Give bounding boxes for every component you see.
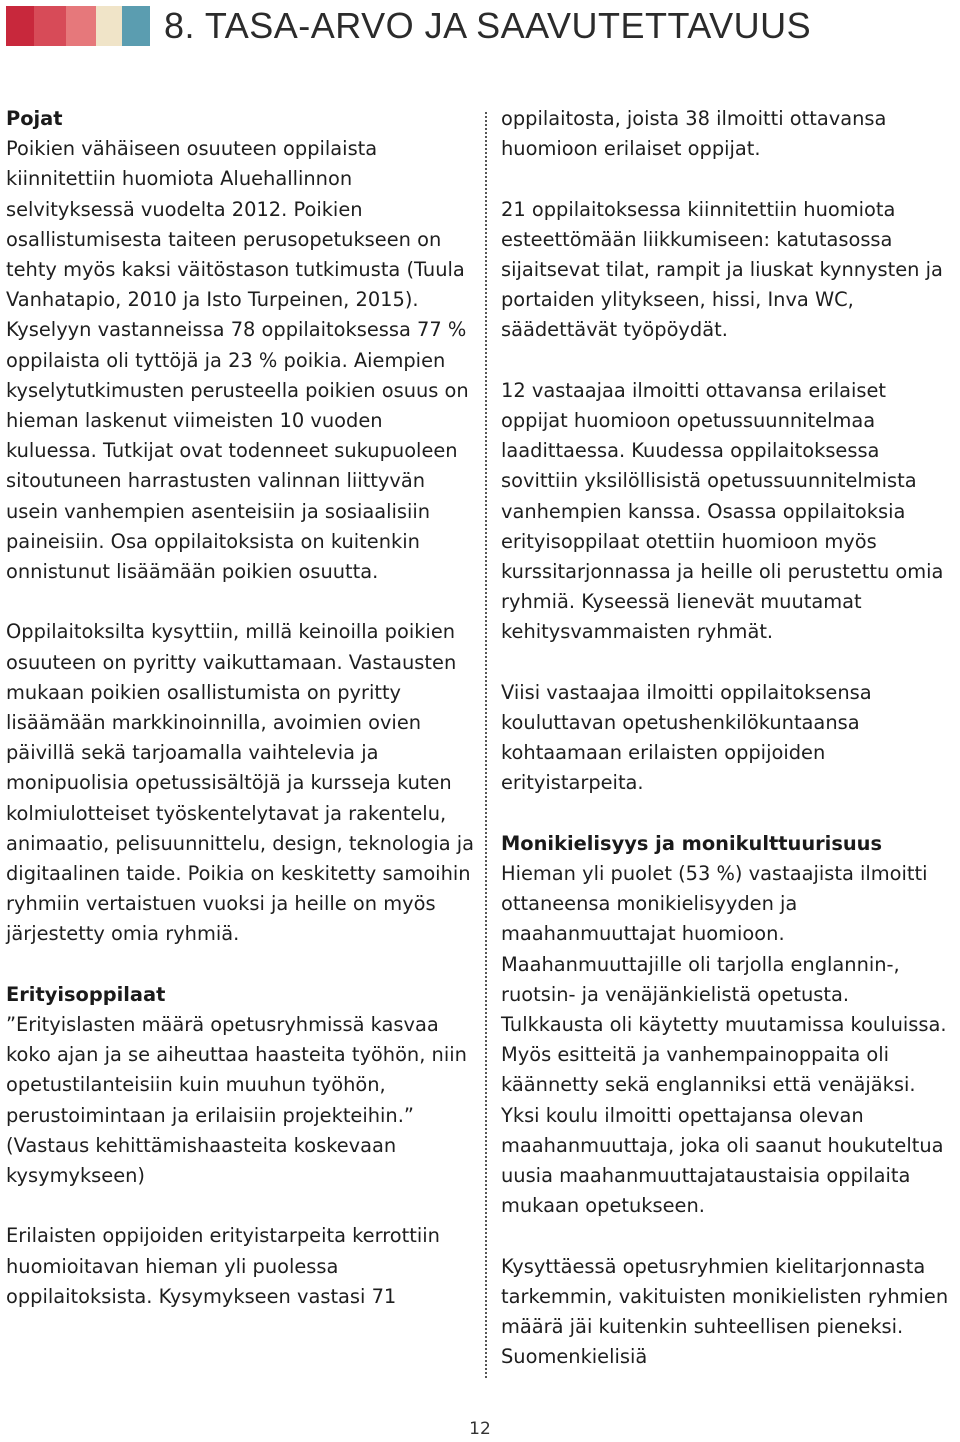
color-swatch-1 (6, 6, 34, 46)
heading-erityisoppilaat: Erityisoppilaat (6, 982, 166, 1006)
paragraph: Poikien vähäiseen osuuteen oppilaista kiinnitettiin huomiota Aluehallinnon selvityksessä vuodelta 2012. Poikien osallistumisesta taiteen perusopetukseen on tehty myös kaksi väitöstason tutkimusta (Tuula Vanhatapio, 2010 ja Isto Turpeinen, 2015). Kyselyyn vastanneissa 78 oppilaitoksessa 77 % oppilaista oli tyttöjä ja 23 % poikia. Aiempien kyselytutkimusten perusteella poikien osuus on hieman laskenut viimeisten 10 vuoden kuluessa. Tutkijat ovat todenneet sukupuoleen sitoutuneen harrastusten valinnan liittyvän usein vanhempien asenteisiin ja sosiaalisiin paineisiin. Osa oppilaitoksista on kuitenkin onnistunut lisäämään poikien osuutta. (6, 137, 469, 584)
page-number: 12 (469, 1419, 491, 1439)
paragraph: oppilaitosta, joista 38 ilmoitti ottavansa huomioon erilaiset oppijat. (501, 107, 887, 161)
right-column (501, 104, 957, 1372)
paragraph: Kysyttäessä opetusryhmien kielitarjonnasta tarkemmin, vakituisten monikielisten ryhmien määrä jäi kuitenkin suhteellisen pieneksi. Suomenkielisiä (501, 1254, 949, 1369)
chapter-header (0, 0, 960, 52)
chapter-title: 8. TASA-ARVO JA SAAVUTETTAVUUS (164, 5, 812, 46)
left-column (6, 104, 476, 1312)
paragraph: Hieman yli puolet (53 %) vastaajista ilmoitti ottaneensa monikielisyyden ja maahanmuuttajat huomioon. Maahanmuuttajille oli tarjolla englannin-, ruotsin- ja venäjänkielistä opetusta. Tulkkausta oli käytetty muutamissa kouluissa. Myös esitteitä ja vanhempainoppaita oli käännetty sekä englanniksi että venäjäksi. Yksi koulu ilmoitti opettajansa olevan maahanmuuttaja, joka oli saanut houkuteltua uusia maahanmuuttajataustaisia oppilaita mukaan opetukseen. (501, 862, 947, 1218)
paragraph: 12 vastaajaa ilmoitti ottavansa erilaiset oppijat huomioon opetussuunnitelmaa laadittaessa. Kuudessa oppilaitoksessa sovittiin yksilöllisistä opetussuunnitelmista vanhempien kanssa. Osassa oppilaitoksia erityisoppilaat otettiin huomioon myös kurssitarjonnassa ja heille oli perustettu omia ryhmiä. Kyseessä lienevät muutamat kehitysvammaisten ryhmät. (501, 378, 944, 644)
column-divider (485, 112, 487, 1378)
paragraph: Viisi vastaajaa ilmoitti oppilaitoksensa kouluttavan opetushenkilökuntaansa kohtaamaan erilaisten oppijoiden erityistarpeita. (501, 680, 872, 795)
color-swatch-3 (66, 6, 96, 46)
color-swatch-2 (34, 6, 66, 46)
paragraph: Oppilaitoksilta kysyttiin, millä keinoilla poikien osuuteen on pyritty vaikuttamaan. Vastausten mukaan poikien osallistumista on pyritty lisäämään markkinoinnilla, avoimien ovien päivillä sekä tarjoamalla vaihtelevia ja monipuolisia opetussisältöjä ja kursseja kuten kolmiulotteiset työskentelytavat ja rakentelu, animaatio, pelisuunnittelu, design, teknologia ja digitaalinen taide. Poikia on keskitetty samoihin ryhmiin vertaistuen vuoksi ja heille on myös järjestetty omia ryhmiä. (6, 620, 475, 946)
color-swatch-5 (122, 6, 150, 46)
quote-paragraph: ”Erityislasten määrä opetusryhmissä kasvaa koko ajan ja se aiheuttaa haasteita työhön, niin opetustilanteisiin kuin muuhun työhön, perustoimintaan ja erilaisiin projekteihin.” (Vastaus kehittämishaasteita koskevaan kysymykseen) (6, 1013, 467, 1188)
heading-monikielisyys: Monikielisyys ja monikulttuurisuus (501, 831, 883, 855)
color-swatch-4 (96, 6, 122, 46)
paragraph: Erilaisten oppijoiden erityistarpeita kerrottiin huomioitavan hieman yli puolessa oppilaitoksista. Kysymykseen vastasi 71 (6, 1224, 440, 1308)
paragraph: 21 oppilaitoksessa kiinnitettiin huomiota esteettömään liikkumiseen: katutasossa sijaitsevat tilat, rampit ja liuskat kynnysten ja portaiden ylitykseen, hissi, Inva WC, säädettävät työpöydät. (501, 197, 943, 342)
heading-pojat: Pojat (6, 107, 63, 130)
